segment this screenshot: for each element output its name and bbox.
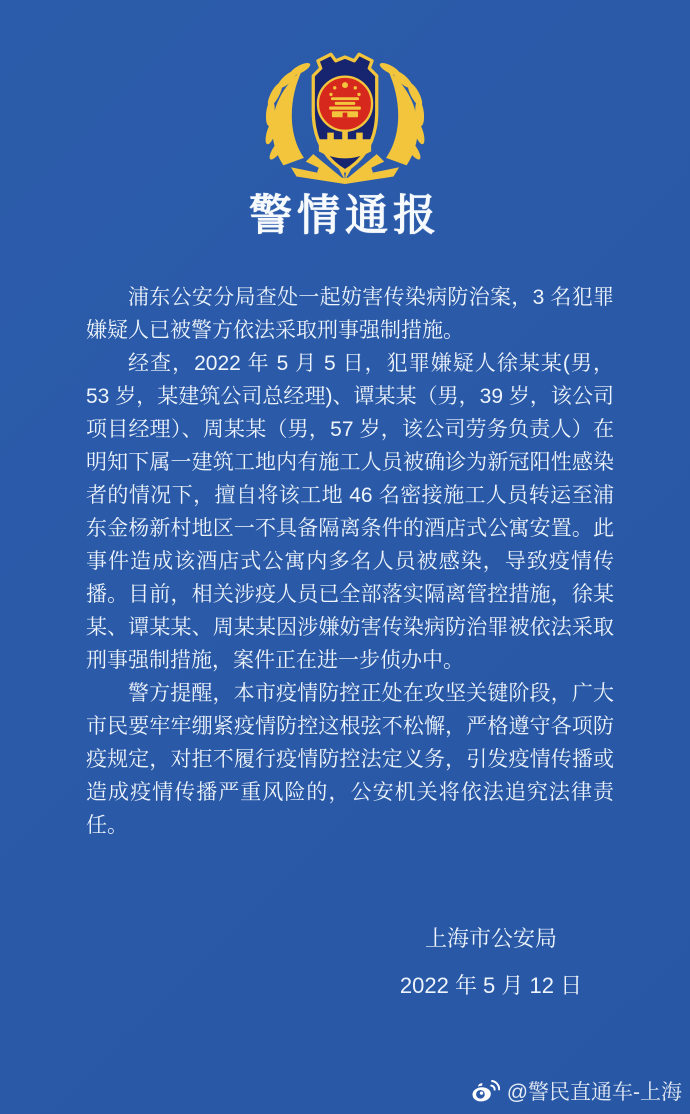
signature-block xyxy=(371,924,611,1001)
weibo-handle: @警民直通车-上海 xyxy=(506,1081,682,1104)
notice-title: 警情通报 xyxy=(249,192,441,240)
police-badge-icon xyxy=(247,44,443,184)
weibo-icon xyxy=(470,1078,500,1104)
issue-date: 2022 年 5 月 12 日 xyxy=(399,973,583,998)
notice-paragraph-3: 警方提醒，本市疫情防控正处在攻坚关键阶段，广大市民要牢牢绷紧疫情防控这根弦不松懈，严格遵守各项防疫规定，对拒不履行疫情防控法定义务，引发疫情传播或造成疫情传播严重风险的，公安机关将依法追究法律责任。 xyxy=(86,682,614,837)
notice-paragraph-2: 经查，2022 年 5 月 5 日，犯罪嫌疑人徐某某(男，53 岁，某建筑公司总经理)、谭某某（男，39 岁，该公司项目经理）、周某某（男，57 岁，该公司劳务负责人）在明知下属一建筑工地内有施工人员被确诊为新冠阳性感染者的情况下，擅自将该工地 46 名密接施工人员转运至浦东金杨新村地区一不具备隔离条件的酒店式公寓安置。此事件造成该酒店式公寓内多名人员被感染，导致疫情传播。目前，相关涉疫人员已全部落实隔离管控措施，徐某某、谭某某、周某某因涉嫌妨害传染病防治罪被依法采取刑事强制措施，案件正在进一步侦办中。 xyxy=(86,352,614,672)
weibo-watermark xyxy=(470,1076,682,1106)
issuing-authority: 上海市公安局 xyxy=(424,926,557,951)
notice-paragraph-1: 浦东公安分局查处一起妨害传染病防治案，3 名犯罪嫌疑人已被警方依法采取刑事强制措施。 xyxy=(86,286,614,342)
notice-body xyxy=(86,281,614,842)
